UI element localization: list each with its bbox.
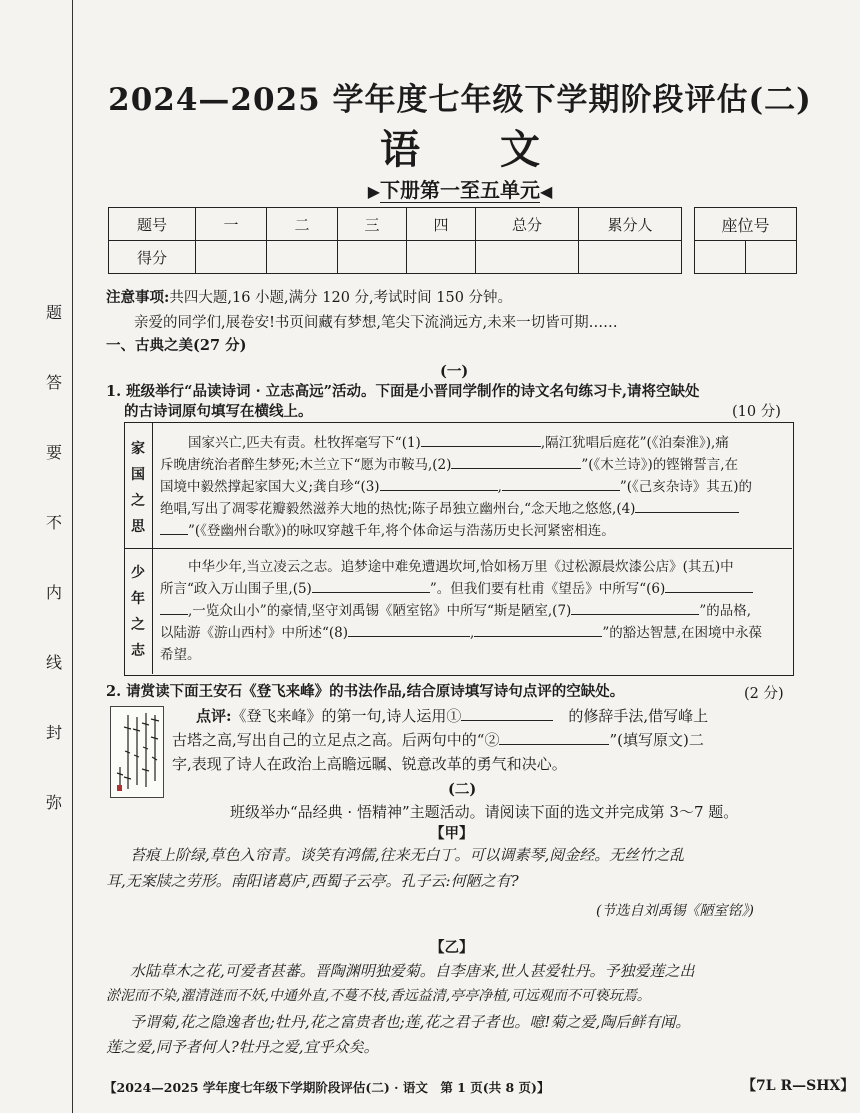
score-row-label: 得分 <box>109 241 196 274</box>
answer-blank-q2-1[interactable] <box>461 706 553 721</box>
seal-char: 线 <box>45 653 62 672</box>
seat-number-table <box>694 207 797 274</box>
seal-line-notice <box>40 300 68 860</box>
answer-blank-1[interactable] <box>421 432 541 447</box>
score-header-cell: 总分 <box>476 208 579 241</box>
seat-cell[interactable] <box>695 241 746 274</box>
q1-stem-cont: 的古诗词原句填写在横线上。 <box>124 403 313 420</box>
part-1-title: (一) <box>440 363 469 380</box>
q2-comment: 点评:《登飞来峰》的第一句,诗人运用① 的修辞手法,借写峰上 <box>196 707 709 725</box>
q1-stem: 1. 班级举行“品读诗词 · 立志高远”活动。下面是小晋同学制作的诗文名句练习卡,请将空缺处 <box>106 383 700 400</box>
card1-label: 家 国 之 思 <box>131 441 145 535</box>
score-cell[interactable] <box>476 241 579 274</box>
seal-char: 弥 <box>45 793 62 812</box>
passage-yi-line: 水陆草木之花,可爱者甚蕃。晋陶渊明独爱菊。自李唐来,世人甚爱牡丹。予独爱莲之出 <box>130 962 695 980</box>
card2-text: 中华少年,当立凌云之志。追梦途中难免遭遇坎坷,恰如杨万里《过松源晨炊漆公店》(其五)中 所言“政入万山围子里,(5) ”。但我们要有杜甫《望岳》中所写“(6) ,一览众山小”的豪情,坚守刘禹锡《陋室铭》中所写“斯是陋室,(7) ”的品格, 以陆游《游山西村》中所述“(8) , ”的豁达智慧,在困境中永葆 希望。 <box>160 559 763 663</box>
answer-blank-2[interactable] <box>451 454 581 469</box>
answer-blank-3b[interactable] <box>502 476 620 491</box>
seal-char: 不 <box>45 513 62 532</box>
answer-blank-6[interactable] <box>665 578 753 593</box>
passage-yi-line: 莲之爱,同予者何人?牡丹之爱,宜乎众矣。 <box>106 1038 379 1056</box>
card-label-divider <box>152 422 153 674</box>
scope-label <box>100 174 820 203</box>
part-2-title: (二) <box>448 781 477 798</box>
score-cell[interactable] <box>196 241 267 274</box>
score-cell[interactable] <box>338 241 407 274</box>
paper-code: 【7L R—SHX】 <box>742 1078 855 1094</box>
score-header-cell: 一 <box>196 208 267 241</box>
score-header-cell: 二 <box>267 208 338 241</box>
passage-jia-source: (节选自刘禹锡《陋室铭》) <box>596 903 754 919</box>
q1-points: (10 分) <box>732 404 781 420</box>
triangle-right-icon: ▶ <box>367 182 380 201</box>
passage-yi-line: 淤泥而不染,濯清涟而不妖,中通外直,不蔓不枝,香远益清,亭亭净植,可远观而不可亵玩焉。 <box>106 988 651 1004</box>
score-cell[interactable] <box>267 241 338 274</box>
passage-yi-line: 予谓菊,花之隐逸者也;牡丹,花之富贵者也;莲,花之君子者也。噫!菊之爱,陶后鲜有闻。 <box>130 1013 691 1031</box>
answer-blank-4[interactable] <box>635 498 739 513</box>
q2-comment-end: 字,表现了诗人在政治上高瞻远瞩、锐意改革的勇气和决心。 <box>172 755 567 773</box>
answer-blank-8a[interactable] <box>348 622 470 637</box>
score-header-cell: 累分人 <box>579 208 682 241</box>
card1-text: 国家兴亡,匹夫有责。杜牧挥毫写下“(1) ,隔江犹唱后庭花”(《泊秦淮》),痛 斥晚唐统治者醉生梦死;木兰立下“愿为市鞍马,(2) ”(《木兰诗》)的铿锵誓言,在 国境中毅然撑起家国大义;龚自珍“(3) , ”(《己亥杂诗》其五)的 绝唱,写出了凋零花瓣毅然滋养大地的热忱;陈子昂独立幽州台,“念天地之悠悠,(4) ”(《登幽州台歌》)的咏叹穿越千年,将个体命运与浩荡历史长河紧密相连。 <box>160 432 752 542</box>
answer-blank-8b[interactable] <box>474 622 602 637</box>
seal-char: 封 <box>45 723 62 742</box>
calligraphy-image <box>110 706 164 798</box>
passage-jia-line: 耳,无案牍之劳形。南阳诸葛庐,西蜀子云亭。孔子云:何陋之有? <box>106 872 519 890</box>
seal-char: 题 <box>45 303 62 322</box>
score-cell[interactable] <box>407 241 476 274</box>
passage-jia-line: 苔痕上阶绿,草色入帘青。谈笑有鸿儒,往来无白丁。可以调素琴,阅金经。无丝竹之乱 <box>130 846 685 864</box>
q2-stem: 2. 请赏读下面王安石《登飞来峰》的书法作品,结合原诗填写诗句点评的空缺处。 <box>106 683 625 700</box>
score-header-cell: 题号 <box>109 208 196 241</box>
answer-blank-6-cont[interactable] <box>160 600 188 615</box>
answer-blank-5[interactable] <box>312 578 430 593</box>
page-footer: 【2024—2025 学年度七年级下学期阶段评估(二) · 语文 第 1 页(共 8 页)】 <box>104 1080 550 1095</box>
exam-title: 2024—2025 学年度七年级下学期阶段评估(二) <box>108 82 812 118</box>
scope-text: 下册第一至五单元 <box>380 178 540 202</box>
seal-char: 内 <box>45 583 62 602</box>
section-1-title: 一、古典之美(27 分) <box>106 337 247 354</box>
seat-cell[interactable] <box>746 241 797 274</box>
subject-title: 语文 <box>380 126 620 173</box>
calligraphy-brush-icon <box>111 707 163 797</box>
notice-label: 注意事项: <box>106 289 170 306</box>
greeting: 亲爱的同学们,展卷安!书页间藏有梦想,笔尖下流淌远方,未来一切皆可期…… <box>134 315 618 331</box>
binding-line <box>72 0 73 1113</box>
notice <box>106 286 512 310</box>
q2-points: (2 分) <box>744 686 784 702</box>
answer-blank-q2-2[interactable] <box>499 730 609 745</box>
card-divider <box>124 548 792 549</box>
seal-char: 要 <box>45 443 62 462</box>
triangle-left-icon: ◀ <box>540 182 553 201</box>
answer-blank-3a[interactable] <box>380 476 498 491</box>
score-table <box>108 207 682 274</box>
passage-jia-title: 【甲】 <box>430 825 474 842</box>
score-cell[interactable] <box>579 241 682 274</box>
notice-text: 共四大题,16 小题,满分 120 分,考试时间 150 分钟。 <box>169 290 513 306</box>
score-header-cell: 四 <box>407 208 476 241</box>
passage-yi-title: 【乙】 <box>430 939 474 956</box>
card2-label: 少 年 之 志 <box>131 565 145 659</box>
seal-char: 答 <box>45 373 62 392</box>
score-header-cell: 三 <box>338 208 407 241</box>
seat-number-label: 座位号 <box>695 208 797 241</box>
answer-blank-4-cont[interactable] <box>160 520 188 535</box>
part-2-intro: 班级举办“品经典 · 悟精神”主题活动。请阅读下面的选文并完成第 3～7 题。 <box>230 803 739 821</box>
answer-blank-7[interactable] <box>571 600 699 615</box>
